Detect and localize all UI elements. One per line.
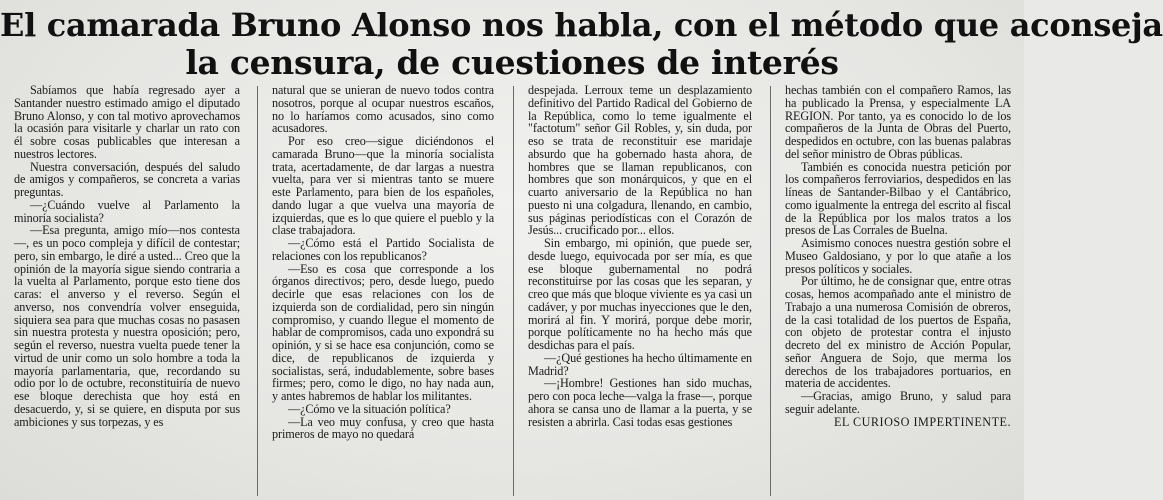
headline-line-1: El camarada Bruno Alonso nos habla, con el método que aconseja [0,6,1163,44]
paragraph: —¿Cómo ve la situación política? [288,401,451,416]
paragraph: —¿Cuándo vuelve al Parlamento la minoría socialista? [14,197,240,225]
paragraph: —La veo muy confusa, y creo que hasta primeros de mayo no quedará [272,414,494,442]
paragraph: Sin embargo, mi opinión, que puede ser, desde luego, equivocada por ser mía, es que ese bloque gubernamental no podrá reconstituirse por las cosas que les separan, y creo que más que bloque viviente es ya casi un cadáver, y por muchas inyecciones que le den, morirá al fin. Y morirá, porque debe morir, porque políticamente no ha hecho más que desdichas para el país. [528,236,752,352]
article-column-2 [272,84,494,500]
author-signature: EL CURIOSO IMPERTINENTE. [833,414,1011,429]
headline [0,0,1163,82]
headline-line-2: la censura, de cuestiones de interés [185,43,839,82]
article-column-3 [528,84,752,500]
paragraph: Sabíamos que había regresado ayer a Santander nuestro estimado amigo el diputado Bruno Alonso, y con tal motivo aprovechamos la ocasión para visitarle y charlar un rato con él sobre cosas publicables que interesan a nuestros lectores. [14,83,240,161]
paragraph: Por último, he de consignar que, entre otras cosas, hemos acompañado ante el ministro de Trabajo a una numerosa Comisión de obreros, de la casi totalidad de los puertos de España, con objeto de protestar contra el injusto decreto del ex ministro de Acción Popular, señor Anguera de Sojo, que merma los derechos de los trabajadores portuarios, en materia de accidentes. [785,274,1011,391]
paragraph: —¿Cómo está el Partido Socialista de relaciones con los republicanos? [272,236,494,263]
article-body [0,84,1024,500]
paragraph: —Gracias, amigo Bruno, y salud para seguir adelante. [785,389,1011,416]
paragraph: —¿Qué gestiones ha hecho últimamente en Madrid? [528,350,752,378]
paragraph: hechas también con el compañero Ramos, las ha publicado la Prensa, y especialmente LA REGION. Por tanto, ya es conocido lo de los compañeros de la Junta de Obras del Puerto, despedidos en octubre, con las buenas palabras del señor ministro de Obras públicas. [785,83,1011,161]
paragraph: Por eso creo—sigue diciéndonos el camarada Bruno—que la minoría socialista trata, acertadamente, de dar largas a nuestra vuelta, para ver si mientras tanto se muere este Parlamento, para bien de los españoles, dando lugar a que vuelva una mayoría de izquierdas, que es lo que quiere el pueblo y la clase trabajadora. [272,134,494,238]
paragraph: natural que se unieran de nuevo todos contra nosotros, porque al ocupar nuestros escaños, no lo haríamos como acusados, sino como acusadores. [272,83,494,136]
paragraph: Nuestra conversación, después del saludo de amigos y compañeros, se concreta a varias preguntas. [14,159,240,199]
paragraph: —¡Hombre! Gestiones han sido muchas, pero con poca leche—valga la frase—, porque ahora se cansa uno de llamar a la puerta, y se resisten a abrirla. Casi todas esas gestiones [528,376,752,429]
paragraph: despejada. Lerroux teme un desplazamiento definitivo del Partido Radical del Gobierno de la República, como lo teme igualmente el "factotum" señor Gil Robles, y, sin duda, por eso se trata de reconstituir ese maridaje absurdo que ha gobernado hasta ahora, de hombres que se llaman republicanos, con hombres que son monárquicos, y que en el cuarto aniversario de la República no han puesto ni una colgadura, llenando, en cambio, sus páginas periodísticas con el Corazón de Jesús... crucificado por... ellos. [528,83,752,238]
article-column-1 [14,84,240,500]
paragraph: —Eso es cosa que corresponde a los órganos directivos; pero, desde luego, puedo decirle que esas relaciones con los de izquierda son de cordialidad, pero sin ningún compromiso, y cuando llegue el momento de hablar de compromisos, cada uno expondrá su opinión, y si se hace esa conjunción, como se dice, de republicanos de izquierda y socialistas, será, indudablemente, sobre bases firmes; pero, como le digo, no hay nada aun, y antes habremos de hablar los militantes. [272,261,494,403]
paragraph: —Esa pregunta, amigo mío—nos contesta—, es un poco compleja y difícil de contestar; pero, sin embargo, le diré a usted... Creo que la opinión de la mayoría sigue siendo contraria a la vuelta al Parlamento, porque esto tiene dos caras: el anverso y el reverso. Según el anverso, nos convendría volver enseguida, siquiera sea para que muchas cosas no pasasen sin nuestra protesta y nuestra oposición; pero, según el reverso, nuestra vuelta puede tener la virtud de unir como un solo hombre a toda la mayoría parlamentaria, que, recordando su odio por lo de octubre, reconstituiría de nuevo ese bloque derechista que hoy está en desacuerdo, y, si se quiere, en disputa por sus ambiciones y sus torpezas, y es [14,223,240,429]
paragraph: También es conocida nuestra petición por los compañeros ferroviarios, despedidos en las líneas de Santander-Bilbao y el Cantábrico, como igualmente la entrega del escrito al fiscal de la República por los malos tratos a los presos de Las Corrales de Buelna. [785,159,1011,238]
paragraph: Asimismo conoces nuestra gestión sobre el Museo Galdosiano, y por lo que atañe a los presos políticos y sociales. [785,236,1011,276]
article-column-4 [785,84,1011,500]
